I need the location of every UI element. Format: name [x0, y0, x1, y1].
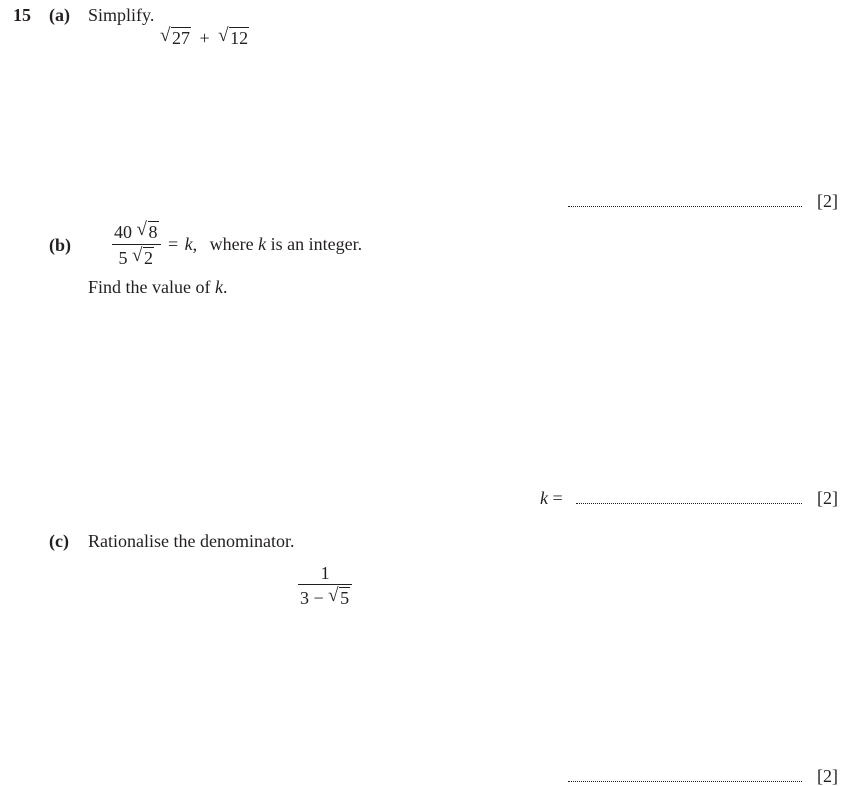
part-a-answer-line[interactable]	[568, 192, 802, 210]
part-c-answer-line[interactable]	[568, 767, 802, 785]
sqrt-27: √ 27	[160, 25, 190, 48]
part-b-instruction: Find the value of k.	[88, 277, 228, 297]
part-b-answer-line[interactable]	[576, 489, 802, 507]
plus-sign: +	[199, 28, 210, 48]
sqrt-12: √ 12	[218, 25, 249, 48]
part-b-marks: [2]	[817, 488, 838, 508]
part-b-equation: 40 √ 8 5 √ 2 = k, where k is an integer.	[114, 219, 363, 268]
part-b-answer-label: k =	[540, 488, 563, 508]
part-b-fraction: 40 √ 8 5 √ 2	[112, 221, 161, 268]
question-number: 15	[13, 5, 31, 25]
part-c-fraction: 1 3 − √ 5	[298, 564, 352, 608]
part-a-expression	[160, 27, 249, 48]
part-b-label: (b)	[49, 235, 71, 255]
part-c-label: (c)	[49, 531, 69, 551]
part-a-marks: [2]	[817, 191, 838, 211]
part-c-instruction: Rationalise the denominator.	[88, 531, 295, 551]
part-a-instruction: Simplify.	[88, 5, 155, 25]
part-c-marks: [2]	[817, 766, 838, 786]
part-a-label: (a)	[49, 5, 70, 25]
